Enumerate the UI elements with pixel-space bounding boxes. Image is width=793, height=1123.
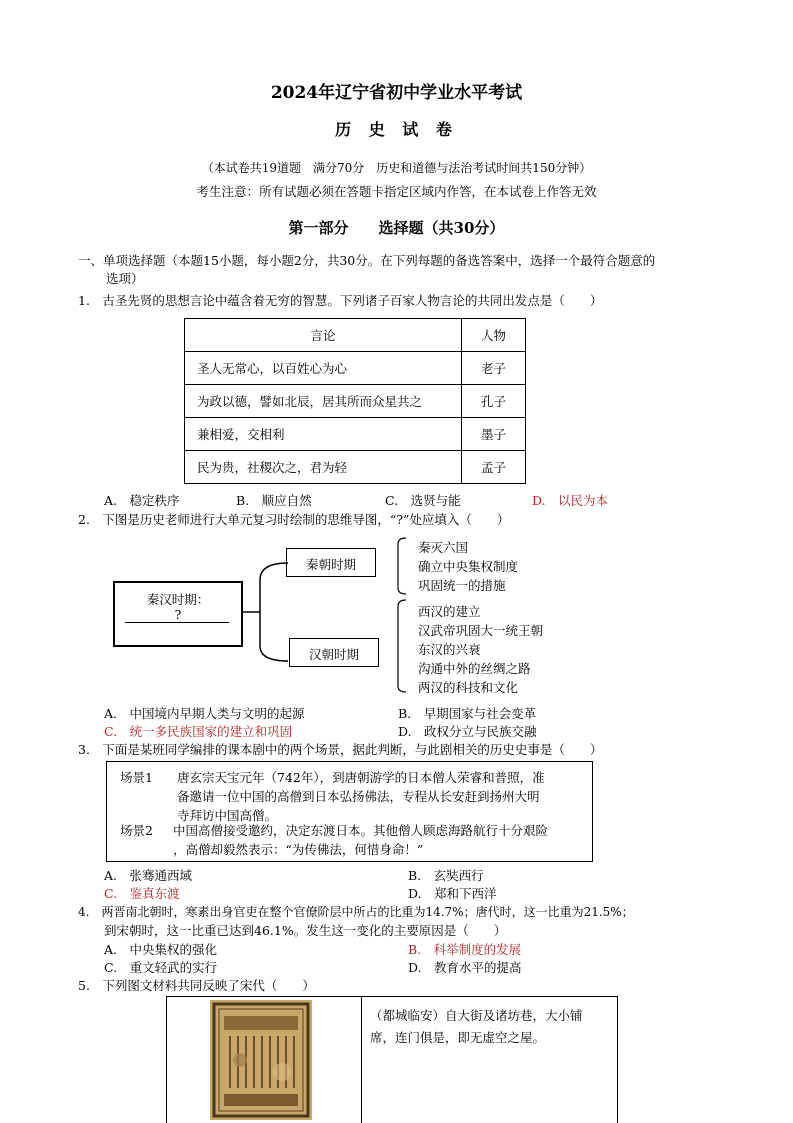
mindmap-han-item: 沟通中外的丝绸之路	[418, 661, 531, 676]
table-row	[185, 451, 526, 484]
q3-option-c-answer: C. 鉴真东渡	[104, 886, 180, 901]
table-header-quote: 言论	[185, 319, 462, 352]
q4-stem-cont: 到宋朝时，这一比重已达到46.1%。发生这一变化的主要原因是（ ）	[104, 923, 507, 938]
quote-table	[184, 318, 526, 484]
q4-option-a: A. 中央集权的强化	[104, 942, 218, 957]
mindmap-qin-item: 秦灭六国	[418, 540, 469, 555]
part1-intro: 一、单项选择题（本题15小题，每小题2分，共30分。在下列每题的备选答案中，选择一个最符合题意的	[78, 253, 656, 268]
q4-stem: 4. 两晋南北朝时，寒素出身官吏在整个官僚阶层中所占的比重为14.7%；唐代时，这一比重为21.5%；	[78, 905, 634, 919]
q5-text-line: 席，连门俱是，即无虚空之屋。	[370, 1030, 546, 1045]
exam-info: （本试卷共19道题 满分70分 历史和道德与法治考试时间共150分钟）	[201, 161, 592, 175]
q1-option-d-answer: D. 以民为本	[532, 493, 609, 508]
mindmap-qin-item: 巩固统一的措施	[418, 578, 506, 593]
mindmap-blank-line	[125, 622, 229, 623]
mindmap-han-item: 东汉的兴衰	[418, 642, 481, 657]
exam-title: 2024年辽宁省初中学业水平考试	[270, 83, 523, 103]
mindmap-branch-qin: 秦朝时期	[305, 557, 356, 572]
table-cell-person: 孔子	[462, 385, 526, 418]
q1-stem: 1. 古圣先贤的思想言论中蕴含着无穷的智慧。下列诸子百家人物言论的共同出发点是（ ）	[78, 293, 603, 308]
table-row	[185, 352, 526, 385]
q3-option-a: A. 张骞通西域	[104, 868, 193, 883]
q2-option-c-answer: C. 统一多民族国家的建立和巩固	[104, 724, 293, 739]
mindmap-han-item: 汉武帝巩固大一统王朝	[418, 623, 544, 638]
q3-scene2-line: ，高僧却毅然表示：“为传佛法，何惜身命！”	[173, 842, 424, 857]
q3-scene1-line: 唐玄宗天宝元年（742年），到唐朝游学的日本僧人荣睿和普照，准	[177, 770, 545, 785]
q1-option-a: A. 稳定秩序	[104, 493, 180, 508]
q4-option-d: D. 教育水平的提高	[408, 960, 522, 975]
q3-option-b: B. 玄奘西行	[408, 868, 484, 883]
exam-notice: 考生注意：所有试题必须在答题卡指定区域内作答，在本试卷上作答无效	[196, 184, 597, 199]
mindmap-branch-han: 汉朝时期	[308, 647, 359, 662]
part1-title: 第一部分 选择题（共30分）	[288, 219, 505, 237]
q1-option-c: C. 选贤与能	[385, 493, 461, 508]
mindmap-qin-item: 确立中央集权制度	[418, 559, 519, 574]
q3-scene1-line: 备邀请一位中国的高僧到日本弘扬佛法，专程从长安赶到扬州大明	[177, 789, 540, 804]
table-cell-quote: 民为贵，社稷次之，君为轻	[185, 451, 462, 484]
table-header-person: 人物	[462, 319, 526, 352]
q5-table-divider	[361, 996, 362, 1123]
q2-stem: 2. 下图是历史老师进行大单元复习时绘制的思维导图，“?”处应填入（ ）	[78, 512, 510, 527]
q3-option-d: D. 郑和下西洋	[408, 886, 497, 901]
mindmap-root-title: 秦汉时期：	[146, 592, 210, 607]
q3-scene1-label: 场景1	[120, 770, 153, 785]
q5-stem: 5. 下列图文材料共同反映了宋代（ ）	[78, 978, 315, 993]
mindmap-root-blank: ?	[174, 607, 182, 622]
table-row	[185, 418, 526, 451]
q1-option-b: B. 顺应自然	[236, 493, 312, 508]
mindmap-han-item: 西汉的建立	[418, 604, 481, 619]
table-cell-quote: 为政以德，譬如北辰，居其所而众星共之	[185, 385, 462, 418]
q2-option-b: B. 早期国家与社会变革	[398, 706, 537, 721]
mindmap-bracket-right	[392, 536, 412, 696]
q3-scene2-line: 中国高僧接受邀约，决定东渡日本。其他僧人顾虑海路航行十分艰险	[173, 823, 549, 838]
q2-option-a: A. 中国境内早期人类与文明的起源	[104, 706, 305, 721]
part1-intro-cont: 选项）	[106, 271, 144, 286]
q2-option-d: D. 政权分立与民族交融	[398, 724, 537, 739]
q5-text-line: （都城临安）自大街及诸坊巷，大小铺	[370, 1008, 583, 1023]
table-cell-person: 孟子	[462, 451, 526, 484]
table-cell-quote: 圣人无常心，以百姓心为心	[185, 352, 462, 385]
q3-stem: 3. 下面是某班同学编排的课本剧中的两个场景，据此判断，与此剧相关的历史史事是（ ）	[78, 742, 603, 757]
table-row	[185, 385, 526, 418]
table-cell-person: 老子	[462, 352, 526, 385]
exam-subject: 历 史 试 卷	[335, 120, 458, 139]
q4-option-b-answer: B. 科举制度的发展	[408, 942, 522, 957]
paper-money-image	[210, 1000, 312, 1120]
mindmap-han-item: 两汉的科技和文化	[418, 680, 519, 695]
table-cell-person: 墨子	[462, 418, 526, 451]
table-cell-quote: 兼相爱，交相利	[185, 418, 462, 451]
q4-option-c: C. 重文轻武的实行	[104, 960, 218, 975]
q3-scene1-line: 寺拜访中国高僧。	[177, 808, 278, 823]
mindmap-bracket-left	[240, 560, 290, 664]
q3-scene2-label: 场景2	[120, 823, 153, 838]
table-header-row	[185, 319, 526, 352]
